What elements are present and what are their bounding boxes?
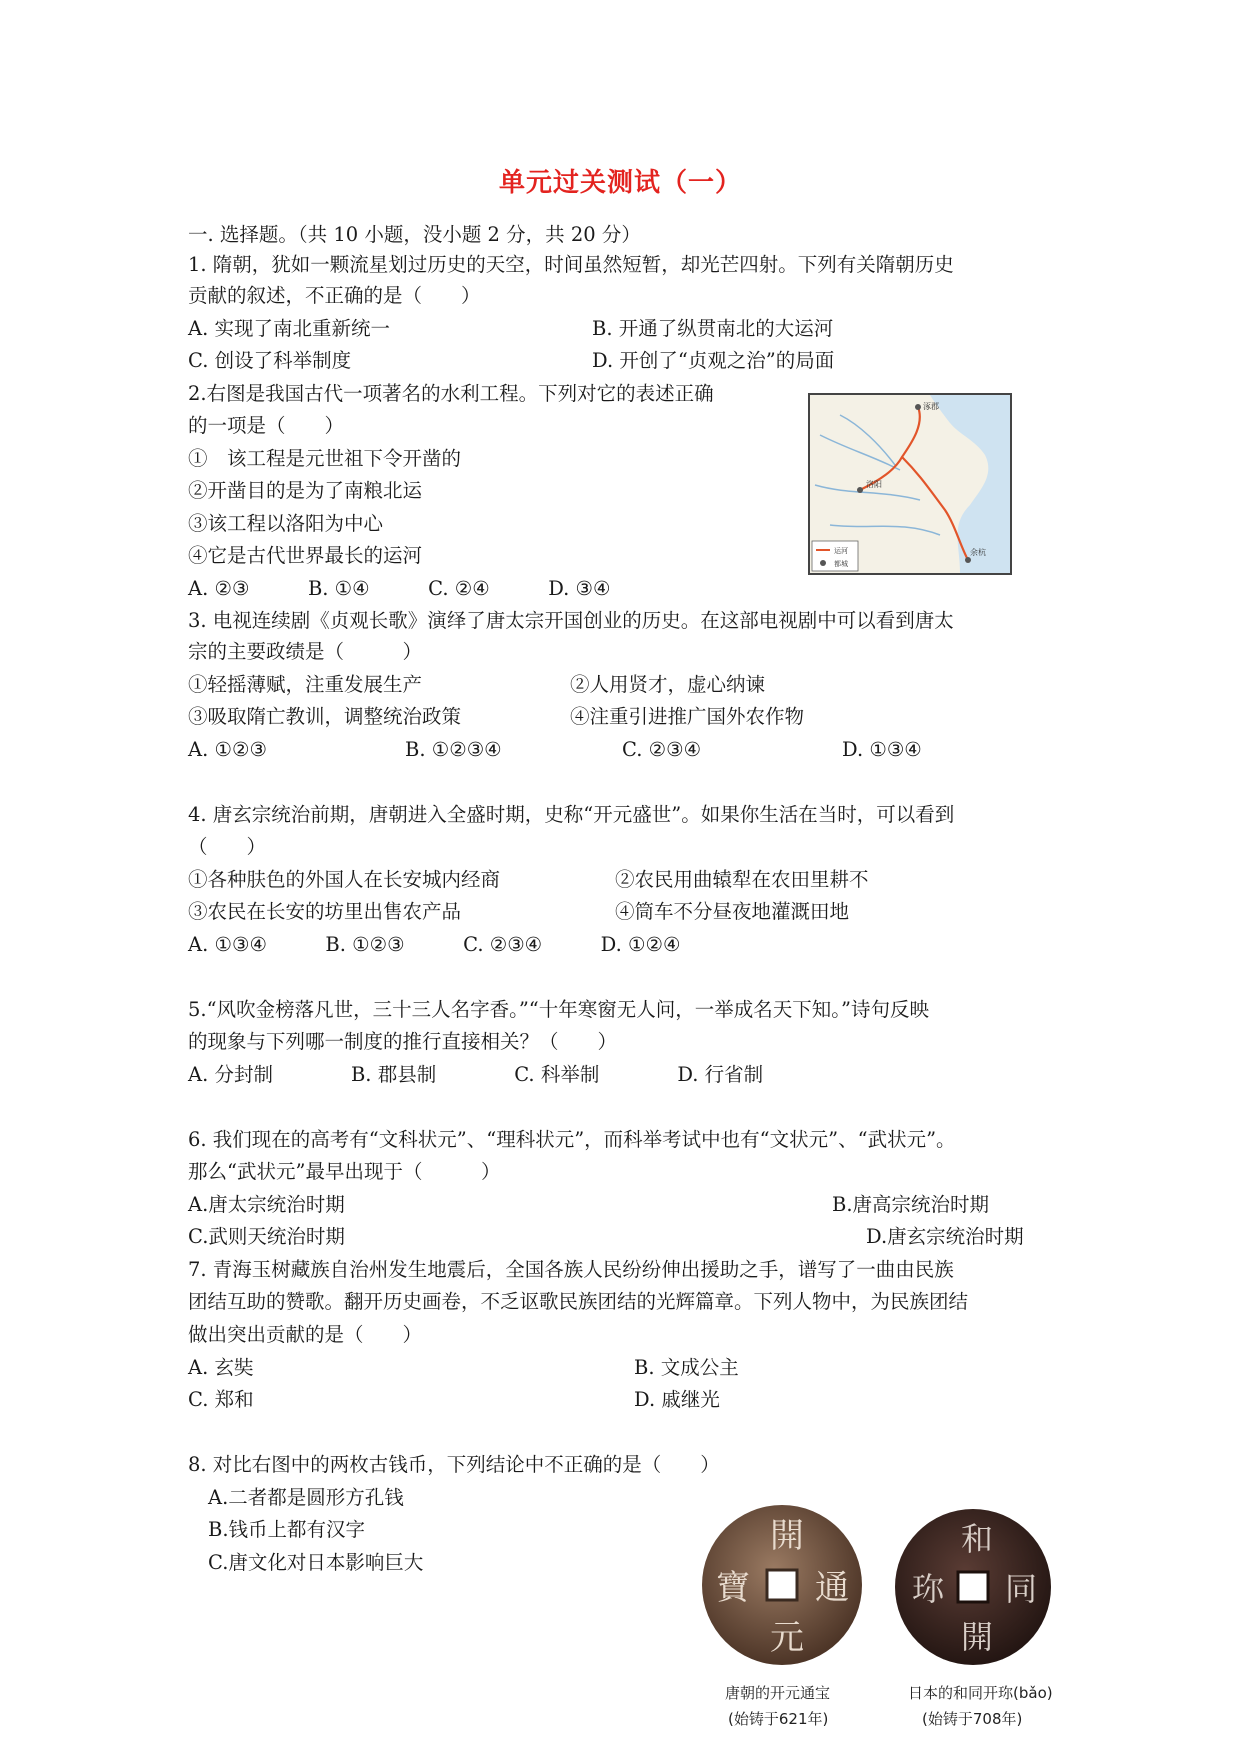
section-heading: 一. 选择题。（共 10 小题，没小题 2 分，共 20 分） xyxy=(188,223,641,246)
rivers xyxy=(815,415,940,535)
q2-statement-2: ②开凿目的是为了南粮北运 xyxy=(188,479,423,502)
q3-option-c: C. ②③④ xyxy=(622,738,702,761)
map-city-mid: 洛阳 xyxy=(866,480,882,489)
q3-statement-4: ④注重引进推广国外农作物 xyxy=(570,705,805,728)
q7-option-a: A. 玄奘 xyxy=(188,1356,254,1379)
q8-option-b: B.钱币上都有汉字 xyxy=(208,1518,366,1541)
map-legend-canal: 运河 xyxy=(834,547,848,555)
q3-option-b: B. ①②③④ xyxy=(405,738,502,761)
coin-left-char-top: 開 xyxy=(770,1516,804,1556)
q3-statement-3: ③吸取隋亡教训，调整统治政策 xyxy=(188,705,462,728)
coin-right-caption-line1: 日本的和同开珎(bǎo) xyxy=(908,1684,1053,1702)
coins-figure xyxy=(690,1500,1080,1740)
q6-option-c: C.武则天统治时期 xyxy=(188,1225,345,1248)
q1-option-a: A. 实现了南北重新统一 xyxy=(188,317,390,340)
coin-left-hole xyxy=(767,1570,797,1600)
map-drawing xyxy=(810,395,1010,573)
q4-stem-line1: 4. 唐玄宗统治前期，唐朝进入全盛时期，史称“开元盛世”。如果你生活在当时，可以看到 xyxy=(188,803,955,826)
q3-stem-line2: 宗的主要政绩是（ ） xyxy=(188,640,423,663)
q8-option-c: C.唐文化对日本影响巨大 xyxy=(208,1551,424,1574)
q4-statement-2: ②农民用曲辕犁在农田里耕不 xyxy=(615,868,869,891)
q1-option-b: B. 开通了纵贯南北的大运河 xyxy=(592,317,834,340)
q7-option-c: C. 郑和 xyxy=(188,1388,254,1411)
q7-option-d: D. 戚继光 xyxy=(634,1388,720,1411)
q1-option-c: C. 创设了科举制度 xyxy=(188,349,352,372)
map-city-top: 涿郡 xyxy=(923,402,939,411)
q6-stem-line1: 6. 我们现在的高考有“文科状元”、“理科状元”，而科举考试中也有“文状元”、“武状元”。 xyxy=(188,1128,956,1151)
q7-stem-line2: 团结互助的赞歌。翻开历史画卷，不乏讴歌民族团结的光辉篇章。下列人物中，为民族团结 xyxy=(188,1290,969,1313)
legend-city-swatch xyxy=(820,560,826,566)
coin-left-char-left: 寶 xyxy=(716,1568,750,1608)
q1-option-d: D. 开创了“贞观之治”的局面 xyxy=(592,349,835,372)
q7-option-b: B. 文成公主 xyxy=(634,1356,739,1379)
coin-left-char-right: 通 xyxy=(815,1568,849,1608)
city-dot xyxy=(857,487,863,493)
q5-options: A. 分封制 B. 郡县制 C. 科举制 D. 行省制 xyxy=(188,1063,764,1086)
q3-option-a: A. ①②③ xyxy=(188,738,267,761)
q7-stem-line1: 7. 青海玉树藏族自治州发生地震后，全国各族人民纷纷伸出援助之手，谱写了一曲由民族 xyxy=(188,1258,954,1281)
q6-option-a: A.唐太宗统治时期 xyxy=(188,1193,345,1216)
q4-statement-4: ④筒车不分昼夜地灌溉田地 xyxy=(615,900,850,923)
q2-stem-line1: 2.右图是我国古代一项著名的水利工程。下列对它的表述正确 xyxy=(188,382,714,405)
q8-option-a: A.二者都是圆形方孔钱 xyxy=(208,1486,404,1509)
q3-statement-2: ②人用贤才，虚心纳谏 xyxy=(570,673,766,696)
coin-left-caption-line2: (始铸于621年) xyxy=(728,1710,829,1728)
coin-right-char-bottom: 開 xyxy=(961,1618,994,1656)
coin-right-char-left: 珎 xyxy=(912,1570,945,1608)
q3-option-d: D. ①③④ xyxy=(842,738,922,761)
q2-options: A. ②③ B. ①④ C. ②④ D. ③④ xyxy=(188,577,611,600)
q2-statement-1: ① 该工程是元世祖下令开凿的 xyxy=(188,447,462,470)
map-legend-city: 都城 xyxy=(834,560,848,568)
q4-stem-line2: （ ） xyxy=(188,835,267,858)
q3-stem-line1: 3. 电视连续剧《贞观长歌》演绎了唐太宗开国创业的历史。在这部电视剧中可以看到唐太 xyxy=(188,609,954,632)
q2-statement-4: ④它是古代世界最长的运河 xyxy=(188,544,423,567)
q4-statement-3: ③农民在长安的坊里出售农产品 xyxy=(188,900,462,923)
q1-stem-line1: 1. 隋朝，犹如一颗流星划过历史的天空，时间虽然短暂，却光芒四射。下列有关隋朝历史 xyxy=(188,253,954,276)
sea-area xyxy=(930,395,1010,573)
q5-stem-line1: 5.“风吹金榜落凡世，三十三人名字香。”“十年寒窗无人问，一举成名天下知。”诗句反映 xyxy=(188,998,929,1021)
city-dot xyxy=(965,557,971,563)
coin-left-char-bottom: 元 xyxy=(770,1618,804,1658)
q3-statement-1: ①轻摇薄赋，注重发展生产 xyxy=(188,673,423,696)
page-title: 单元过关测试（一） xyxy=(498,168,742,198)
q7-stem-line3: 做出突出贡献的是（ ） xyxy=(188,1323,423,1346)
q6-option-d: D.唐玄宗统治时期 xyxy=(866,1225,1024,1248)
coin-right-char-top: 和 xyxy=(961,1520,994,1558)
q2-stem-line2: 的一项是（ ） xyxy=(188,414,345,437)
grand-canal-map xyxy=(808,393,1012,575)
coin-left-caption-line1: 唐朝的开元通宝 xyxy=(725,1684,831,1702)
q5-stem-line2: 的现象与下列哪一制度的推行直接相关？（ ） xyxy=(188,1030,618,1053)
city-dot xyxy=(915,404,921,410)
coin-right-caption-line2: (始铸于708年) xyxy=(922,1710,1023,1728)
q4-options: A. ①③④ B. ①②③ C. ②③④ D. ①②④ xyxy=(188,933,681,956)
q2-statement-3: ③该工程以洛阳为中心 xyxy=(188,512,384,535)
q1-stem-line2: 贡献的叙述，不正确的是（ ） xyxy=(188,284,481,307)
coin-right-char-right: 同 xyxy=(1005,1570,1038,1608)
map-city-bottom: 余杭 xyxy=(970,548,986,557)
coin-right-hole xyxy=(958,1572,988,1602)
q6-option-b: B.唐高宗统治时期 xyxy=(832,1193,990,1216)
q4-statement-1: ①各种肤色的外国人在长安城内经商 xyxy=(188,868,501,891)
q6-stem-line2: 那么“武状元”最早出现于（ ） xyxy=(188,1160,501,1183)
q8-stem: 8. 对比右图中的两枚古钱币，下列结论中不正确的是（ ） xyxy=(188,1453,720,1476)
